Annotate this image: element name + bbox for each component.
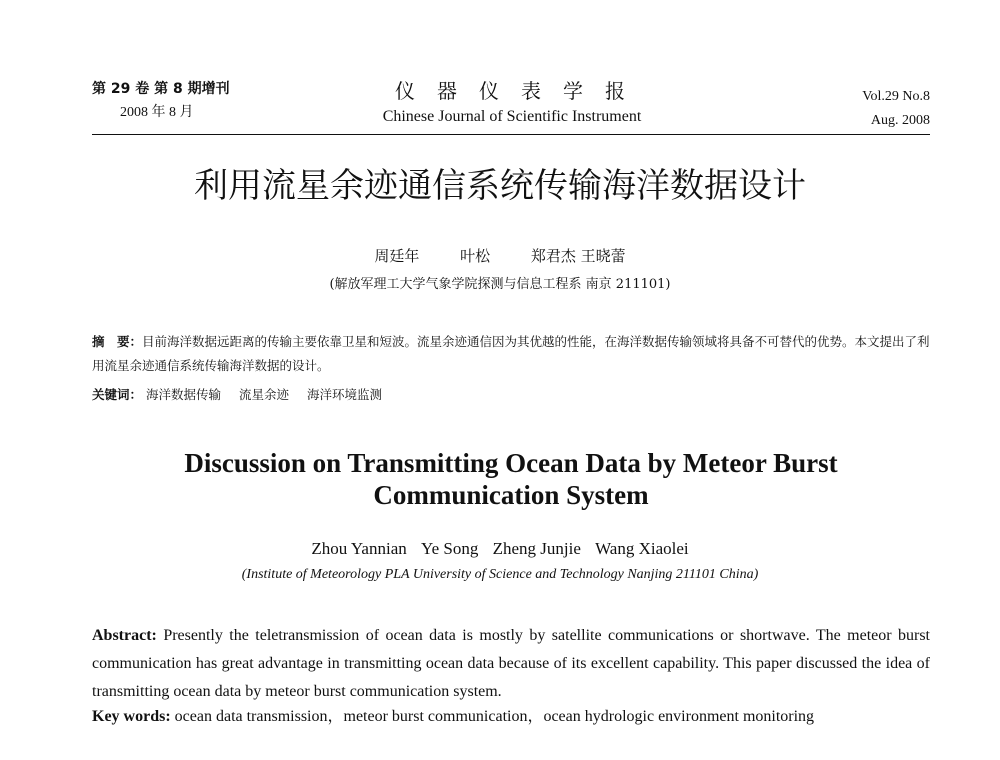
keywords-cn bbox=[92, 385, 930, 405]
abstract-text-cn: 目前海洋数据远距离的传输主要依靠卫星和短波。流星余迹通信因为其优越的性能，在海洋数据传输领域将具备不可替代的优势。本文提出了利用流星余迹通信系统传输海洋数据的设计。 bbox=[92, 334, 930, 373]
date-cn: 2008 年 8 月 bbox=[120, 105, 194, 120]
authors-en bbox=[0, 539, 1000, 559]
author-cn: 叶松 bbox=[460, 247, 491, 265]
volume-issue-en: Vol.29 No.8 bbox=[862, 89, 930, 104]
abstract-en bbox=[92, 622, 930, 706]
journal-name-en: Chinese Journal of Scientific Instrument bbox=[382, 108, 642, 125]
header-left bbox=[92, 80, 312, 122]
journal-header bbox=[92, 80, 930, 135]
author-en: Ye Song bbox=[421, 539, 479, 558]
affiliation-cn: (解放军理工大学气象学院探测与信息工程系 南京 211101) bbox=[329, 277, 671, 292]
author-en: Zheng Junjie bbox=[492, 539, 581, 558]
affiliation-en: (Institute of Meteorology PLA University of Science and Technology Nanjing 211101 China) bbox=[241, 567, 759, 582]
journal-name-cn: 仪器仪表学报 bbox=[395, 79, 647, 103]
keyword-cn: 海洋环境监测 bbox=[307, 387, 383, 402]
abstract-label-en: Abstract: bbox=[92, 627, 157, 644]
keyword-cn: 海洋数据传输 bbox=[146, 387, 222, 402]
author-en: Zhou Yannian bbox=[311, 539, 407, 558]
keywords-label-en: Key words: bbox=[92, 708, 171, 725]
authors-cn bbox=[0, 246, 1000, 266]
author-cn: 郑君杰 王晓蕾 bbox=[530, 247, 626, 265]
abstract-label-cn: 摘 要： bbox=[92, 334, 143, 349]
author-en: Wang Xiaolei bbox=[595, 539, 689, 558]
date-en: Aug. 2008 bbox=[870, 113, 930, 128]
keywords-en bbox=[92, 706, 930, 728]
header-right bbox=[730, 80, 930, 130]
author-cn: 周廷年 bbox=[374, 247, 420, 265]
keyword-cn: 流星余迹 bbox=[239, 387, 290, 402]
volume-issue-cn: 第 29 卷 第 8 期增刊 bbox=[92, 81, 230, 97]
title-en: Discussion on Transmitting Ocean Data by Meteor Burst Communication System bbox=[184, 448, 838, 510]
abstract-text-en: Presently the teletransmission of ocean data is mostly by satellite communications or shortwave. The meteor burst communication has great advantage in transmitting ocean data because of its excellent capability. This paper discussed the idea of transmitting ocean data by meteor burst communication system. bbox=[92, 627, 931, 700]
abstract-cn bbox=[92, 330, 930, 378]
header-center bbox=[352, 80, 672, 126]
title-cn: 利用流星余迹通信系统传输海洋数据设计 bbox=[194, 166, 806, 206]
keywords-label-cn: 关键词： bbox=[92, 387, 143, 402]
keywords-text-en: ocean data transmission，meteor burst communication，ocean hydrologic environment monitoring bbox=[174, 708, 815, 725]
